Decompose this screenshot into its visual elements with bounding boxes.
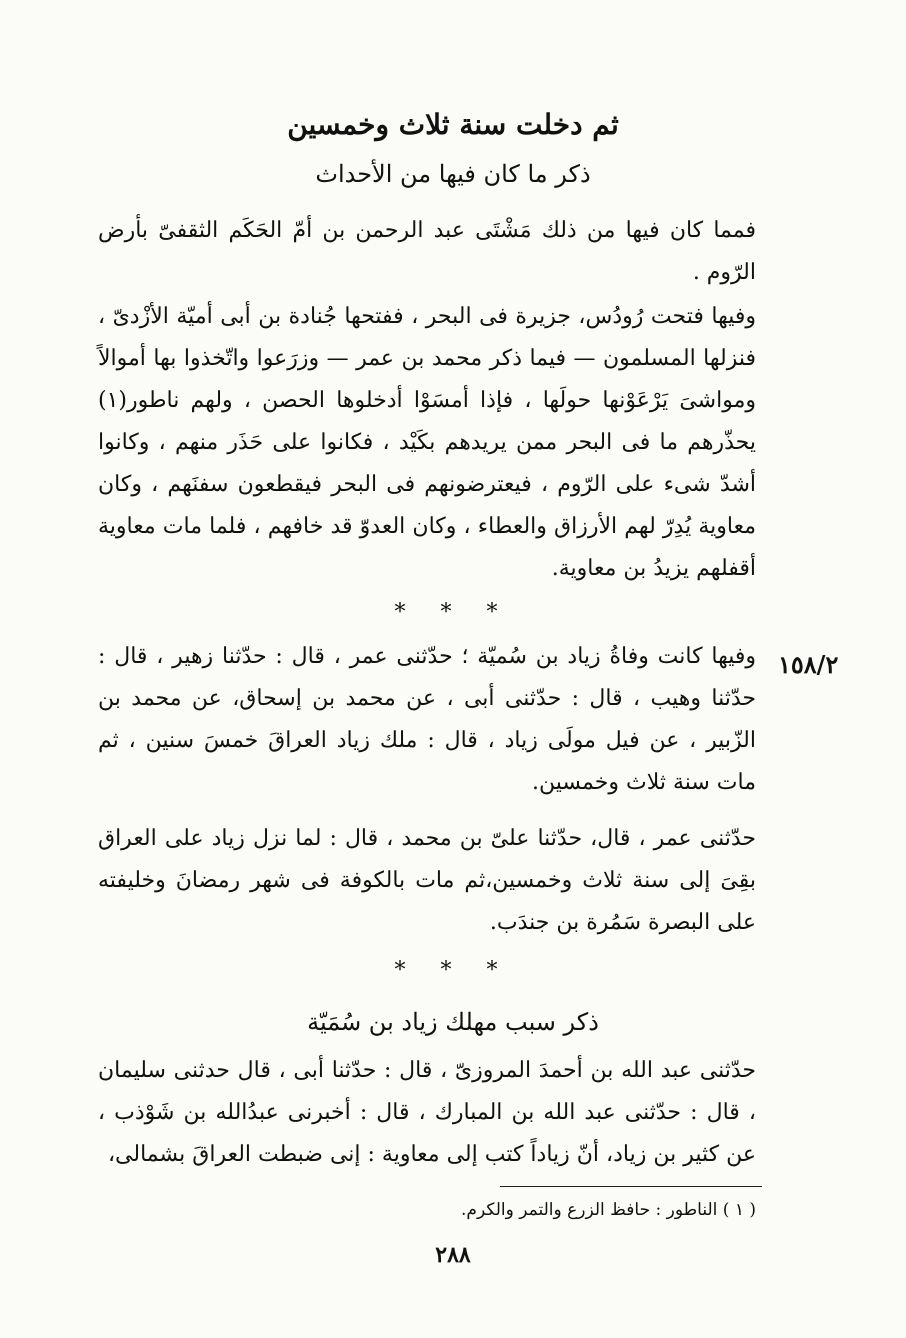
paragraph-5 [98, 1050, 756, 1176]
paragraph-3 [98, 636, 756, 804]
section-heading: ذكر سبب مهلك زياد بن سُمَيّة [307, 1008, 599, 1036]
section-separator: * * * [394, 600, 512, 625]
page-number: ٢٨٨ [435, 1242, 471, 1268]
paragraph-4 [98, 818, 756, 944]
margin-reference: ١٥٨/٢ [778, 650, 839, 679]
paragraph-text: حدّثنى عمر ، قال، حدّثنا علىّ بن محمد ، قال : لما نزل زياد على العراق بقِىَ إلى سنة ثلاث وخمسين،ثم مات بالكوفة فى شهر رمضانَ وخليفته على البصرة سَمُرة بن جندَب. [98, 826, 756, 935]
paragraph-1 [98, 210, 756, 294]
paragraph-text: فمما كان فيها من ذلك مَشْتَى عبد الرحمن بن أمّ الحَكَم الثقفىّ بأرض الرّوم . [98, 218, 756, 285]
chapter-title: ثم دخلت سنة ثلاث وخمسين [287, 108, 619, 141]
paragraph-text: حدّثنى عبد الله بن أحمدَ المروزىّ ، قال : حدّثنا أبى ، قال حدثنى سليمان ، قال : حدّثنى عبد الله بن المبارك ، قال : أخبرنى عبدُالله بن شَوْذب ، عن كثير بن زياد، أنّ زياداً كتب إلى معاوية : إنى ضبطت العراقَ بشمالى، [98, 1058, 756, 1167]
chapter-subtitle: ذكر ما كان فيها من الأحداث [315, 160, 591, 188]
paragraph-text: وفيها كانت وفاةُ زياد بن سُميّة ؛ حدّثنى عمر ، قال : حدّثنا زهير ، قال : حدّثنا وهيب ، قال : حدّثنى أبى ، عن محمد بن إسحاق، عن محمد بن الزّبير ، عن فيل مولَى زياد ، قال : ملك زياد العراقَ خمسَ سنين ، ثم مات سنة ثلاث وخمسين. [98, 644, 756, 795]
footnote: ( ١ ) الناطور : حافظ الزرع والتمر والكرم. [461, 1200, 756, 1220]
paragraph-text: وفيها فتحت رُودُس، جزيرة فى البحر ، ففتحها جُنادة بن أبى أميّة الأزْدىّ ، فنزلها المسلمون — فيما ذكر محمد بن عمر — وزرَعوا واتّخذوا بها أموالاً ومواشىَ يَرْعَوْنها حولَها ، فإذا أمسَوْا أدخلوها الحصن ، ولهم ناطور(١) يحذّرهم ما فى البحر ممن يريدهم بكَيْد ، فكانوا على حَذَر منهم ، وكانوا أشدّ شىء على الرّوم ، فيعترضونهم فى البحر فيقطعون سفنَهم ، وكان معاوية يُدِرّ لهم الأرزاق والعطاء ، وكان العدوّ قد خافهم ، فلما مات معاوية أقفلهم يزيدُ بن معاوية. [98, 304, 756, 581]
paragraph-2 [98, 296, 756, 590]
section-separator: * * * [394, 958, 512, 983]
footnote-divider [500, 1186, 762, 1187]
